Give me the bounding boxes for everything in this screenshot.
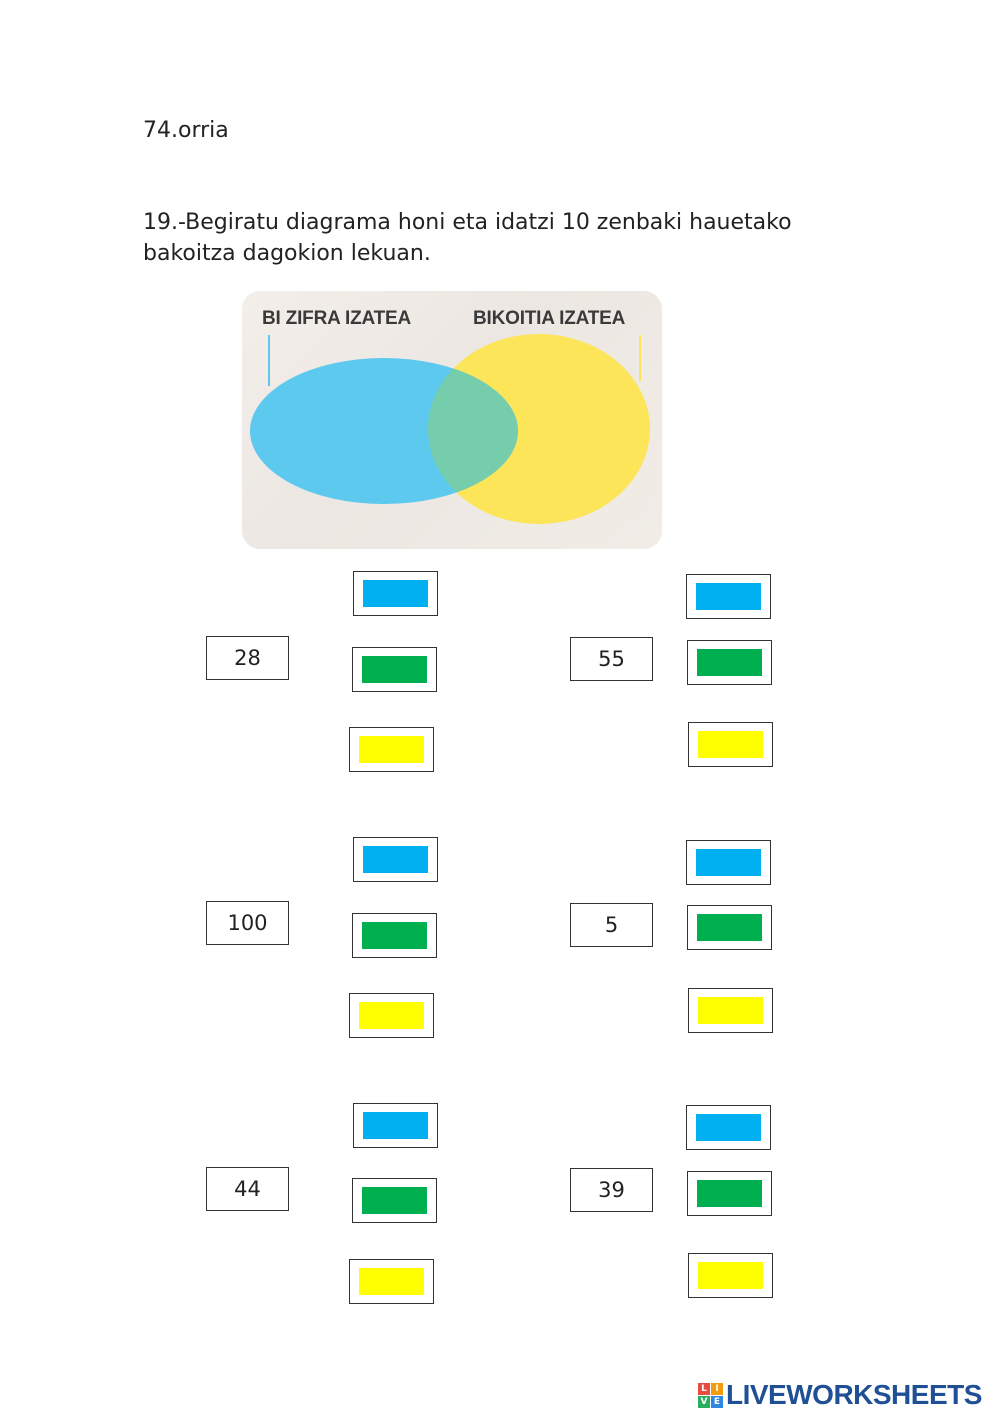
choice-green-button[interactable] [687,1171,772,1216]
choice-blue-button[interactable] [353,1103,438,1148]
liveworksheets-logo [698,1378,982,1412]
instruction-text: 19.-Begiratu diagrama honi eta idatzi 10 zenbaki hauetako bakoitza dagokion lekuan. [143,210,792,266]
blue-swatch [363,846,428,873]
green-swatch [697,649,762,676]
green-swatch [362,1187,427,1214]
yellow-swatch [359,1268,424,1295]
choice-blue-button[interactable] [686,840,771,885]
choice-yellow-button[interactable] [349,993,434,1038]
yellow-swatch [698,997,763,1024]
blue-swatch [363,580,428,607]
yellow-swatch [359,736,424,763]
choice-green-button[interactable] [352,1178,437,1223]
green-swatch [697,1180,762,1207]
green-swatch [697,914,762,941]
page-label: 74.orria [143,118,229,143]
yellow-swatch [698,1262,763,1289]
venn-diagram [242,291,662,549]
logo-squares-icon: L I V E [698,1383,723,1408]
choice-yellow-button[interactable] [349,1259,434,1304]
yellow-swatch [698,731,763,758]
blue-swatch [696,849,761,876]
choice-yellow-button[interactable] [688,988,773,1033]
choice-yellow-button[interactable] [688,1253,773,1298]
number-box: 5 [570,903,653,947]
logo-text: LIVEWORKSHEETS [726,1379,982,1410]
green-swatch [362,656,427,683]
yellow-swatch [359,1002,424,1029]
choice-green-button[interactable] [352,647,437,692]
blue-swatch [363,1112,428,1139]
choice-blue-button[interactable] [686,1105,771,1150]
number-box: 44 [206,1167,289,1211]
choice-blue-button[interactable] [353,837,438,882]
choice-green-button[interactable] [687,640,772,685]
choice-green-button[interactable] [352,913,437,958]
number-box: 100 [206,901,289,945]
choice-blue-button[interactable] [686,574,771,619]
green-swatch [362,922,427,949]
choice-blue-button[interactable] [353,571,438,616]
blue-swatch [696,1114,761,1141]
choice-yellow-button[interactable] [349,727,434,772]
choice-green-button[interactable] [687,905,772,950]
choice-yellow-button[interactable] [688,722,773,767]
venn-label-even: BIKOITIA IZATEA [473,308,626,329]
venn-label-two-digits: BI ZIFRA IZATEA [262,308,411,329]
blue-swatch [696,583,761,610]
number-box: 28 [206,636,289,680]
number-box: 55 [570,637,653,681]
number-box: 39 [570,1168,653,1212]
